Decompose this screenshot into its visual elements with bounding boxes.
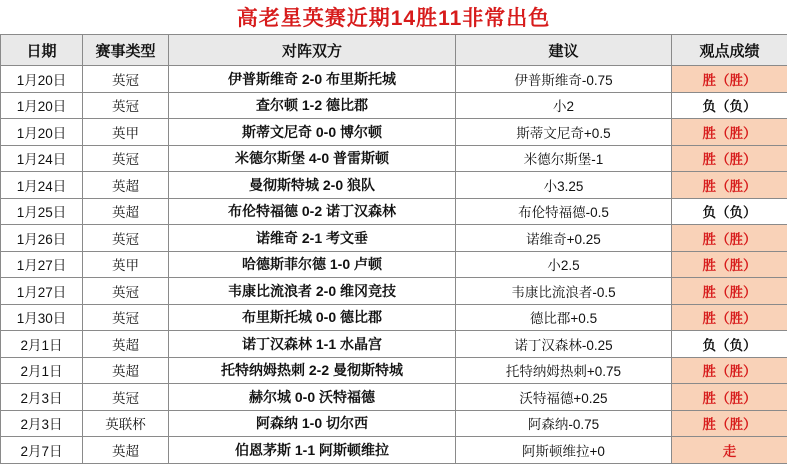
- table-row: [1, 384, 787, 411]
- cell-league: 英冠: [83, 304, 169, 331]
- cell-result: 胜（胜）: [672, 278, 787, 305]
- cell-advice: 小2.5: [456, 251, 672, 278]
- table-row: [1, 251, 787, 278]
- cell-league: 英甲: [83, 251, 169, 278]
- cell-date: 2月1日: [1, 357, 83, 384]
- cell-date: 1月27日: [1, 251, 83, 278]
- cell-match: 赫尔城 0-0 沃特福德: [169, 384, 456, 411]
- table-row: [1, 145, 787, 172]
- cell-league: 英冠: [83, 145, 169, 172]
- cell-date: 1月20日: [1, 92, 83, 119]
- cell-match: 阿森纳 1-0 切尔西: [169, 410, 456, 437]
- cell-match: 曼彻斯特城 2-0 狼队: [169, 172, 456, 199]
- cell-date: 2月3日: [1, 410, 83, 437]
- cell-result: 胜（胜）: [672, 172, 787, 199]
- cell-result: 胜（胜）: [672, 66, 787, 93]
- cell-match: 布伦特福德 0-2 诺丁汉森林: [169, 198, 456, 225]
- cell-advice: 小3.25: [456, 172, 672, 199]
- cell-league: 英甲: [83, 119, 169, 146]
- cell-match: 哈德斯菲尔德 1-0 卢顿: [169, 251, 456, 278]
- cell-match: 诺丁汉森林 1-1 水晶宫: [169, 331, 456, 358]
- cell-result: 负（负）: [672, 92, 787, 119]
- column-header-match: 对阵双方: [169, 35, 456, 66]
- cell-league: 英冠: [83, 225, 169, 252]
- cell-result: 胜（胜）: [672, 225, 787, 252]
- cell-advice: 韦康比流浪者-0.5: [456, 278, 672, 305]
- cell-advice: 阿斯顿维拉+0: [456, 437, 672, 464]
- cell-league: 英冠: [83, 278, 169, 305]
- table-header: [1, 35, 787, 66]
- cell-result: 负（负）: [672, 198, 787, 225]
- cell-match: 伯恩茅斯 1-1 阿斯顿维拉: [169, 437, 456, 464]
- cell-date: 1月24日: [1, 172, 83, 199]
- cell-advice: 沃特福德+0.25: [456, 384, 672, 411]
- cell-date: 2月3日: [1, 384, 83, 411]
- table-row: [1, 198, 787, 225]
- cell-match: 布里斯托城 0-0 德比郡: [169, 304, 456, 331]
- cell-result: 胜（胜）: [672, 145, 787, 172]
- cell-advice: 阿森纳-0.75: [456, 410, 672, 437]
- cell-advice: 德比郡+0.5: [456, 304, 672, 331]
- cell-match: 韦康比流浪者 2-0 维冈竞技: [169, 278, 456, 305]
- table-row: [1, 410, 787, 437]
- column-header-league: 赛事类型: [83, 35, 169, 66]
- cell-match: 斯蒂文尼奇 0-0 博尔顿: [169, 119, 456, 146]
- table-row: [1, 119, 787, 146]
- cell-result: 胜（胜）: [672, 119, 787, 146]
- cell-date: 2月1日: [1, 331, 83, 358]
- table-row: [1, 92, 787, 119]
- cell-league: 英超: [83, 331, 169, 358]
- cell-league: 英冠: [83, 92, 169, 119]
- cell-advice: 诺维奇+0.25: [456, 225, 672, 252]
- table-row: [1, 357, 787, 384]
- cell-match: 托特纳姆热刺 2-2 曼彻斯特城: [169, 357, 456, 384]
- cell-match: 伊普斯维奇 2-0 布里斯托城: [169, 66, 456, 93]
- cell-league: 英联杯: [83, 410, 169, 437]
- page-title: 高老星英赛近期14胜11非常出色: [0, 0, 787, 34]
- table-row: [1, 331, 787, 358]
- table-header-row: [1, 35, 787, 66]
- table-row: [1, 437, 787, 464]
- cell-advice: 伊普斯维奇-0.75: [456, 66, 672, 93]
- cell-advice: 小2: [456, 92, 672, 119]
- table-row: [1, 304, 787, 331]
- cell-result: 胜（胜）: [672, 357, 787, 384]
- cell-result: 胜（胜）: [672, 304, 787, 331]
- cell-result: 胜（胜）: [672, 410, 787, 437]
- column-header-date: 日期: [1, 35, 83, 66]
- table-row: [1, 278, 787, 305]
- cell-match: 诺维奇 2-1 考文垂: [169, 225, 456, 252]
- cell-advice: 托特纳姆热刺+0.75: [456, 357, 672, 384]
- table-row: [1, 66, 787, 93]
- cell-date: 1月20日: [1, 66, 83, 93]
- cell-date: 1月25日: [1, 198, 83, 225]
- cell-advice: 诺丁汉森林-0.25: [456, 331, 672, 358]
- table-row: [1, 172, 787, 199]
- cell-result: 胜（胜）: [672, 251, 787, 278]
- cell-league: 英超: [83, 198, 169, 225]
- cell-date: 2月7日: [1, 437, 83, 464]
- cell-advice: 布伦特福德-0.5: [456, 198, 672, 225]
- table-body: [1, 66, 787, 464]
- cell-date: 1月24日: [1, 145, 83, 172]
- cell-date: 1月27日: [1, 278, 83, 305]
- cell-result: 胜（胜）: [672, 384, 787, 411]
- cell-league: 英超: [83, 357, 169, 384]
- cell-league: 英超: [83, 172, 169, 199]
- cell-result: 走: [672, 437, 787, 464]
- cell-date: 1月20日: [1, 119, 83, 146]
- cell-date: 1月30日: [1, 304, 83, 331]
- column-header-result: 观点成绩: [672, 35, 787, 66]
- cell-advice: 斯蒂文尼奇+0.5: [456, 119, 672, 146]
- cell-match: 米德尔斯堡 4-0 普雷斯顿: [169, 145, 456, 172]
- cell-match: 查尔顿 1-2 德比郡: [169, 92, 456, 119]
- cell-league: 英超: [83, 437, 169, 464]
- cell-result: 负（负）: [672, 331, 787, 358]
- cell-date: 1月26日: [1, 225, 83, 252]
- column-header-advice: 建议: [456, 35, 672, 66]
- match-records-table: [0, 34, 787, 464]
- cell-league: 英冠: [83, 66, 169, 93]
- cell-advice: 米德尔斯堡-1: [456, 145, 672, 172]
- table-row: [1, 225, 787, 252]
- cell-league: 英冠: [83, 384, 169, 411]
